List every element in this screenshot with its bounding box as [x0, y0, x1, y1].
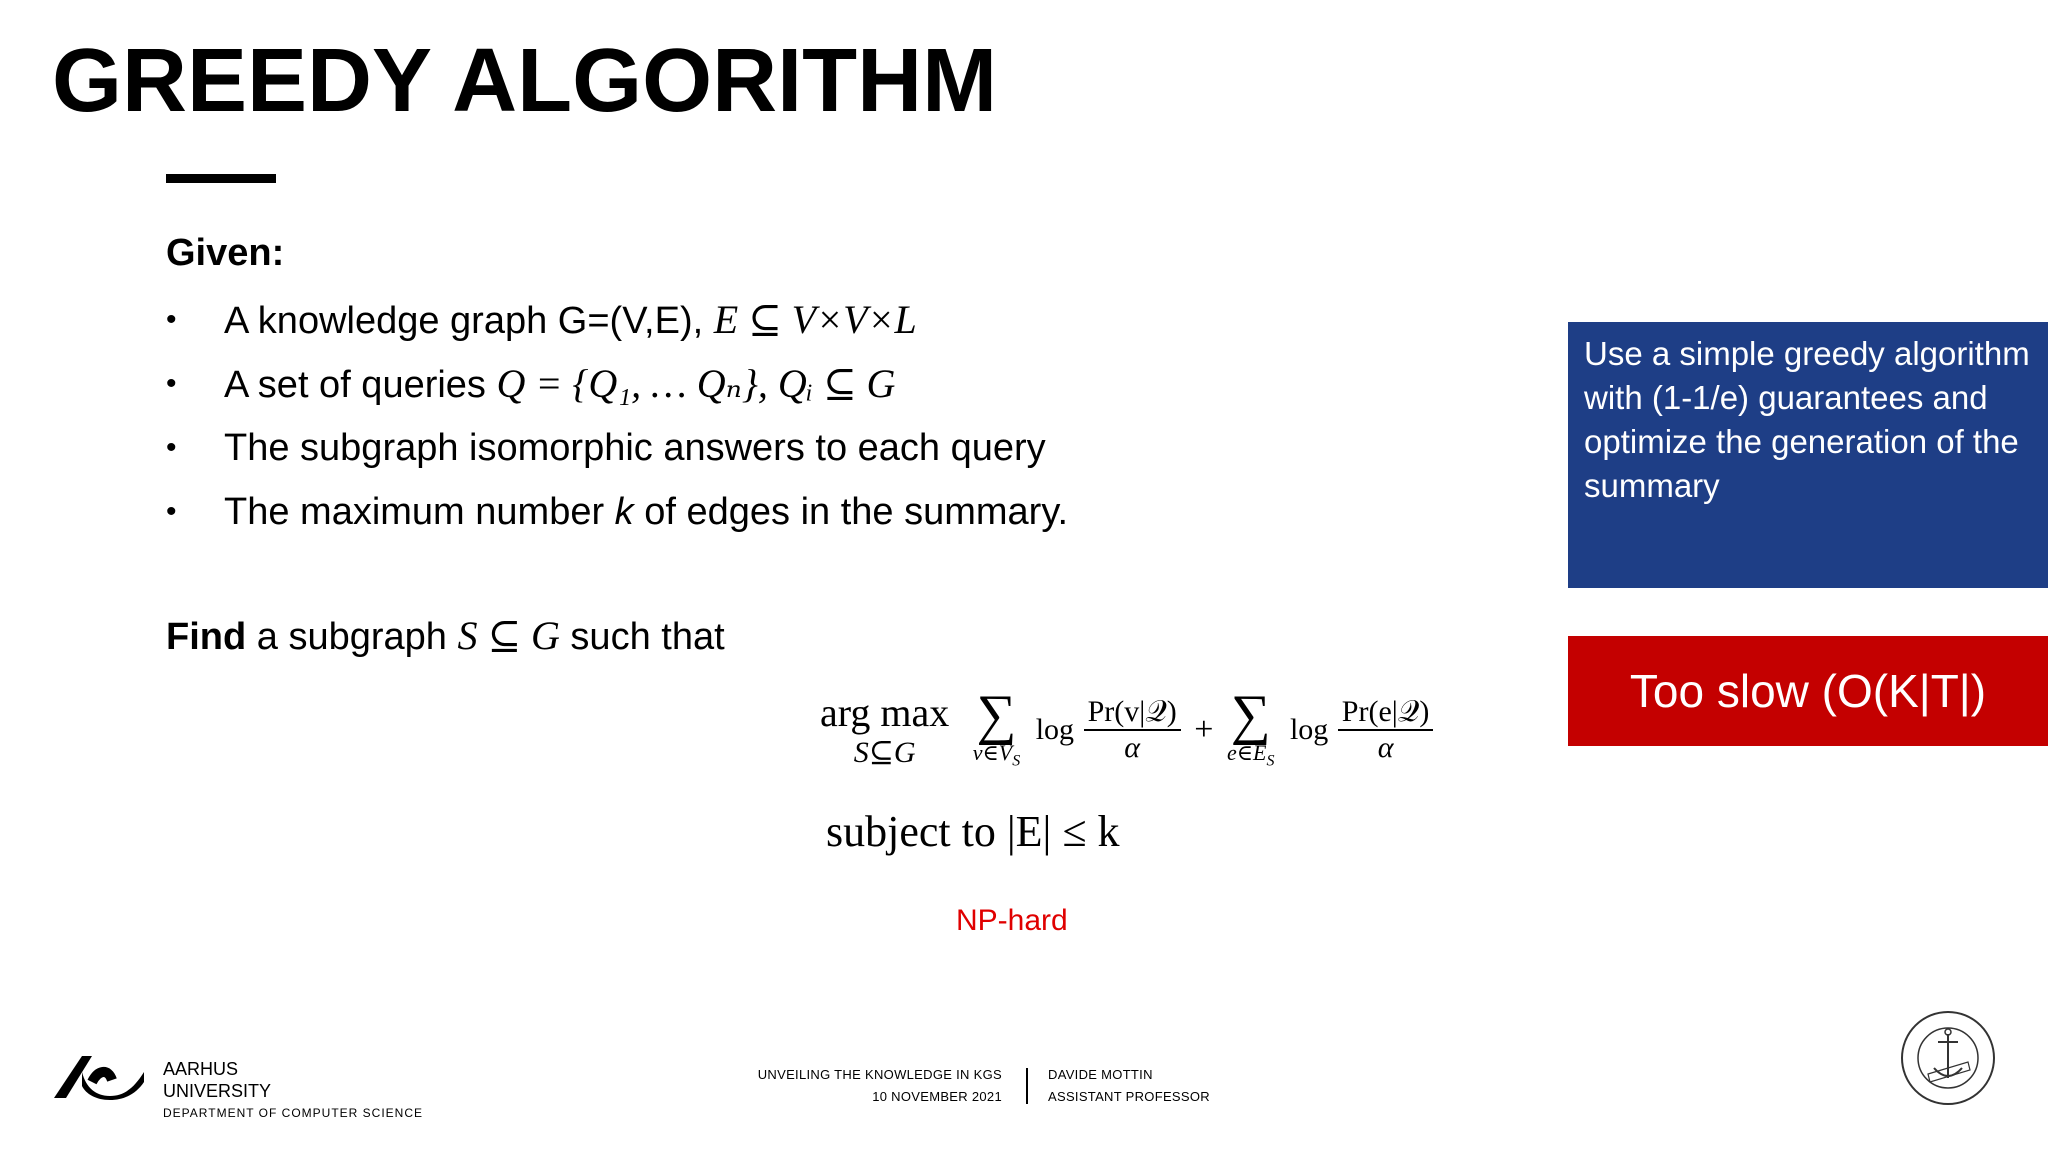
- too-slow-text: Too slow (O(K|T|): [1629, 665, 1987, 717]
- list-item: [166, 482, 1068, 546]
- university-line-2: UNIVERSITY: [163, 1081, 272, 1101]
- log-2: log: [1289, 713, 1329, 747]
- department-name: DEPARTMENT OF COMPUTER SCIENCE: [163, 1106, 424, 1120]
- bullet-text-after: of edges in the summary.: [633, 491, 1069, 533]
- too-slow-callout-box: [1568, 636, 2048, 746]
- argmax-subscript: S⊆G: [853, 735, 916, 769]
- bullet-icon: •: [166, 495, 177, 528]
- bullet-icon: •: [166, 303, 177, 336]
- footer-presenter-info: [1048, 1064, 1210, 1108]
- sum2-subscript-s: S: [1266, 752, 1275, 770]
- sum-operator-2: ∑ $e\in E_S$: [1226, 684, 1275, 770]
- bullet-text: A set of queries: [224, 364, 497, 406]
- footer-date: 10 NOVEMBER 2021: [872, 1089, 1002, 1104]
- fraction-2-denominator: α: [1377, 731, 1394, 765]
- sum1-subscript: v∈V: [972, 740, 1013, 765]
- fraction-1: [1084, 695, 1181, 765]
- sum2-subscript: e∈E: [1226, 740, 1267, 765]
- university-line-1: AARHUS: [163, 1059, 239, 1079]
- find-text: a subgraph: [246, 616, 458, 658]
- bullet-icon: •: [166, 431, 177, 464]
- find-math: S ⊆ G: [457, 613, 560, 658]
- bullet-math: Q = {Q₁, … Qₙ}, Qᵢ ⊆ G: [496, 361, 896, 406]
- list-item: [166, 354, 1068, 418]
- bullet-text: The subgraph isomorphic answers to each query: [224, 427, 1046, 469]
- footer-talk-info: [700, 1064, 1002, 1108]
- sum-operator-1: ∑ $v\in V_S$: [972, 684, 1021, 770]
- fraction-1-numerator: Pr(v|𝒬): [1084, 695, 1181, 731]
- list-item: [166, 418, 1068, 482]
- given-list: [166, 290, 1068, 546]
- fraction-2-numerator: Pr(e|𝒬): [1338, 695, 1434, 731]
- objective-formula: [820, 684, 1433, 800]
- argmax-operator: [820, 691, 949, 770]
- sum1-subscript-s: S: [1012, 752, 1021, 770]
- footer-position: ASSISTANT PROFESSOR: [1048, 1089, 1210, 1104]
- bullet-k: k: [614, 491, 634, 533]
- aarhus-university-logo: [52, 1052, 148, 1105]
- bullet-math: E ⊆ V×V×L: [713, 297, 917, 342]
- footer-talk-title: UNVEILING THE KNOWLEDGE IN KGS: [757, 1067, 1002, 1082]
- footer-presenter: DAVIDE MOTTIN: [1048, 1067, 1153, 1082]
- university-name: [163, 1058, 423, 1124]
- seal-icon: [1898, 1008, 1998, 1108]
- bullet-text: A knowledge graph G=(V,E),: [224, 300, 714, 342]
- university-seal: [1898, 1008, 1998, 1113]
- np-hard-label: NP-hard: [956, 904, 1068, 937]
- argmax-text: arg max: [820, 689, 950, 735]
- slide-title: GREEDY ALGORITHM: [52, 31, 998, 131]
- constraint-text: subject to |E| ≤ k: [826, 807, 1120, 856]
- greedy-callout-box: Use a simple greedy algorithm with (1-1/e) guarantees and optimize the generation of the summary: [1568, 322, 2048, 588]
- fraction-1-denominator: α: [1124, 731, 1141, 765]
- log-1: log: [1035, 713, 1075, 747]
- find-statement: [166, 612, 725, 659]
- plus-sign: +: [1194, 711, 1214, 749]
- fraction-2: [1338, 695, 1434, 765]
- bullet-icon: •: [166, 367, 177, 400]
- au-logo-icon: [52, 1052, 148, 1100]
- title-underline: [166, 174, 276, 183]
- find-text-after: such that: [559, 616, 725, 658]
- footer-divider: [1026, 1068, 1028, 1104]
- list-item: [166, 290, 1068, 354]
- bullet-text: The maximum number: [224, 491, 615, 533]
- given-label: Given:: [166, 232, 285, 274]
- find-bold: Find: [166, 616, 247, 658]
